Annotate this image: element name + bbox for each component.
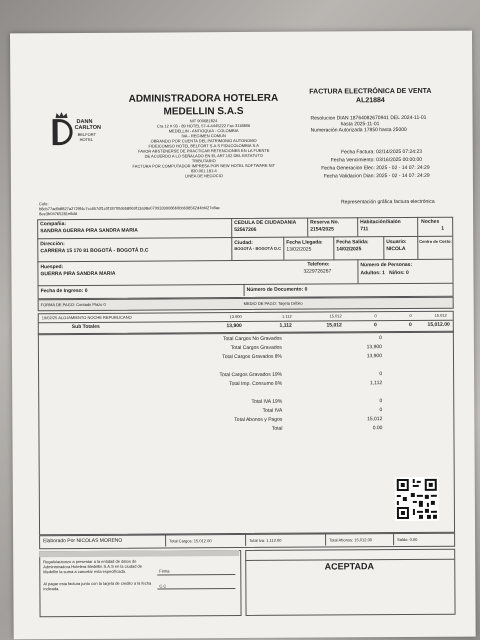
totals-row-value: 13,900: [366, 344, 382, 351]
totals-row-value: 15,012: [367, 416, 383, 423]
totals-row-value: 0: [379, 407, 383, 414]
cufe-value: b8cb77ad9df827a2729f4c7cc657df1c0f18700d658069f13a98e07093399086b0bb698562d4bf427c8ac: [39, 205, 220, 212]
arrive-label: Fecha Llegada:: [286, 239, 323, 246]
totals-row-value: 0: [379, 335, 382, 342]
hotel-logo: [48, 111, 101, 155]
totals-row-label: Total Cargos No Gravados: [222, 335, 282, 343]
leave-value: 14/02/2025: [336, 246, 362, 253]
subtotal-col-2: 0: [408, 321, 412, 328]
entry-date: Fecha de Ingreso: 0: [40, 287, 88, 295]
guest-value: GUERRA PIRA SANDRA MARIA: [40, 270, 116, 278]
subtotal-tax: 1,112: [279, 322, 292, 329]
note-text: [43, 581, 153, 592]
cc-label: C.C: [159, 583, 167, 589]
company-legal-2: FIDEICOMISO HOTEL BELFORT S.A.S FIDUCOLOMBIA S.A: [148, 142, 259, 149]
logo-text-3: BELFORT: [77, 131, 97, 137]
logo-letter-icon: [53, 119, 73, 145]
company-legal-4: DE ACUERDO A LO SEÑALADO EN EL ART.102 DEL ESTATUTO: [144, 152, 263, 159]
company-software-nit: 830.061.181-4: [190, 168, 217, 174]
company-legal-3: FAVOR ABSTENERSE DE PRACTICAR RETENCIONES EN LA FUENTE: [137, 147, 270, 154]
nights-value: 1: [441, 225, 445, 232]
crown-icon: [54, 111, 68, 119]
persons-label: Número de Personas:: [360, 261, 413, 269]
arrive-value: 13/02/2025: [286, 246, 312, 253]
authorization-text: [43, 559, 153, 575]
footer-balance: Saldo: 0.00: [397, 536, 418, 543]
gen-date-label: Fecha Generacion Elec:: [321, 165, 375, 172]
invoice-resolution: [311, 115, 461, 134]
footer-total-charges: Total Cargos: 15,012.00: [169, 538, 212, 544]
totals-row-value: 0.00: [372, 425, 383, 432]
company-line: LINEA DE NEGOCIO: [184, 173, 223, 179]
company-label: Compañia:: [40, 221, 67, 228]
invoice-date-label: Fecha Factura:: [341, 149, 375, 156]
payment-form: FORMA DE PAGO: Contado Plazo 0: [40, 301, 106, 308]
company-city: MEDELLIN - ANTIOQUIA - COLOMBIA: [168, 128, 239, 134]
city-value: BOGOTÁ - BOGOTÁ D.C: [234, 245, 282, 252]
gen-date-value: 2025 - 02 - 14 07: 24:29: [376, 164, 430, 172]
totals-row-label: Total IVA: [262, 407, 283, 414]
totals-list: [182, 335, 383, 432]
item-total: 15.012: [434, 312, 447, 318]
totals-row-value: 1,112: [369, 380, 383, 387]
cufe-value-2: 8ee3b04765281e8dd: [39, 211, 77, 217]
totals-row-label: Total Cargos Gravados 19%: [219, 371, 283, 379]
totals-row-value: 0: [379, 398, 383, 405]
company-legal-1: OBRANDO POR CUENTA DEL PATRIMONIO AUTONOMO: [150, 137, 257, 144]
invoice-date-value: 02/14/2025 07:24:23: [376, 148, 423, 156]
totals-row-label: Total IVA 19%: [251, 398, 283, 405]
kids-value: 0: [406, 269, 409, 276]
logo-text-2: CARLTON: [74, 124, 101, 132]
made-by: Elaborado Por NICOLAS MORENO: [43, 537, 123, 545]
subtotal-label: Sub Totales: [71, 323, 100, 331]
address-value: CARRERA 15 170 81 BOGOTÁ - BOGOTÁ D.C: [40, 247, 149, 255]
company-legal-5: TRIBUTARIO: [191, 158, 216, 164]
company-value: SANDRA GUERRA PIRA SANDRA MARIA: [40, 227, 138, 235]
subtotal-col-1: 0: [373, 322, 377, 329]
authorization-header: [39, 550, 239, 557]
reserve-value: 2154/2025: [310, 226, 334, 233]
resolution-text: Resolucion DIAN 18764082670941 DEL 2024-11-01: [310, 114, 427, 122]
document-number: Número de Documento: 0: [246, 286, 308, 293]
val-date-value: 2025 - 02 - 14 07: 24:29: [376, 172, 430, 180]
company-name-1: ADMINISTRADORA HOTELERA: [128, 92, 279, 105]
payment-means: MEDIO DE PAGO: Tarjeta Débito: [243, 300, 303, 306]
company-regime: IVA - REGIMEN COMUN: [181, 133, 226, 139]
address-label: Dirección:: [40, 241, 65, 248]
logo-text-4: HOTEL: [79, 136, 94, 142]
item-description: 19/02/25 ALOJAMIENTO NOCHE REPUBLICANO: [41, 314, 132, 321]
item-base: 13.900: [229, 314, 242, 320]
company-name-2: MEDELLIN S.A.S: [163, 105, 244, 118]
totals-row-label: Total Cargos Gravados 8%: [222, 353, 283, 361]
totals-row-label: Total Imp. Consumo 8%: [229, 380, 283, 388]
invoice-dates: [311, 149, 461, 180]
user-value: NICOLA: [386, 245, 406, 253]
adults-value: 1: [382, 270, 385, 277]
phone-label: Telefono:: [307, 261, 330, 268]
room-label: Habitación/Salón: [360, 219, 401, 226]
totals-row-value: 13,900: [366, 353, 383, 360]
totals-row-label: Total Abonos y Pagos: [234, 416, 283, 424]
subtotal-base: 13,900: [226, 323, 242, 330]
authorization-line-1: Regalo/autorizo a presentar a la entidad de datos de: [43, 558, 137, 565]
representation-text: Representación gráfica factura electrónica: [341, 198, 435, 206]
footer-total-paid: Total Abonos: 15,012.00: [329, 537, 373, 543]
due-date-value: 03/16/2025 00:00:00: [376, 156, 423, 164]
qr-code-icon: [395, 477, 439, 521]
footer-total-tax: Total Iva: 1,112.00: [249, 537, 282, 543]
authorization-line-2: Administradora Hotelera Medellin S.A.S en la ciudad de: [43, 563, 143, 570]
resolution-validity: hasta 2025-11-01: [340, 121, 380, 128]
id-value: 52567206: [234, 226, 257, 234]
id-label: CEDULA DE CIUDADANIA: [234, 219, 297, 227]
subtotal-sub: 15,012: [326, 322, 342, 329]
totals-row-label: Total Cargos Gravados: [230, 344, 282, 352]
invoice-paper: [10, 31, 476, 640]
leave-label: Fecha Salida:: [336, 239, 369, 246]
room-value: 711: [360, 226, 369, 233]
reserve-label: Reserva No.: [310, 219, 340, 226]
signature-label: Firma: [159, 568, 170, 574]
cost-center-label: Centro de Costo:: [419, 238, 452, 244]
authorization-line-3: Medellin la suma a cancelar esta especificada.: [43, 568, 127, 575]
cufe-block: [39, 199, 339, 216]
kids-label: Niños:: [389, 270, 405, 277]
user-label: Usuario:: [386, 238, 407, 246]
logo-text-1: DANN: [76, 118, 93, 126]
note-line-1: Al pagar esta factura junto con la tarjeta de credito a la fecha: [43, 580, 152, 587]
val-date-label: Fecha Validacion Dian:: [323, 173, 375, 180]
company-header: [118, 92, 289, 179]
subtotal-total: 15,012.00: [427, 321, 450, 328]
phone-value: 3229726267: [303, 268, 332, 275]
company-address: Cra 12 # 93 - 89 HOTEL 57-4-4445222 Fax 3118806: [156, 122, 251, 129]
invoice-header: [295, 87, 445, 106]
invoice-number: AL21884: [355, 97, 385, 105]
item-col-1: 0: [374, 313, 377, 319]
item-tax: 1.112: [282, 313, 292, 319]
adults-label: Adultos:: [360, 270, 381, 277]
note-line-2: indicada.: [43, 586, 60, 592]
city-label: Ciudad:: [234, 239, 253, 247]
totals-row-label: Total: [271, 425, 283, 432]
accepted-status: ACEPTADA: [324, 561, 374, 572]
company-software: FACTURA POR COMPUTADOR IMPRESA POR NEW HOTEL SOFTWARE NIT: [132, 162, 276, 169]
item-col-2: 0: [409, 312, 412, 318]
totals-row-value: 0: [379, 371, 383, 378]
resolution-range: Numeración Autorizada 17850 hasta 25000: [310, 126, 407, 134]
company-nit: NIT 900681824: [189, 118, 218, 124]
due-date-label: Fecha Vencimiento:: [330, 157, 375, 164]
item-subtotal: 15.012: [329, 313, 342, 319]
cufe-label: Cufe:: [39, 201, 49, 207]
guest-label: Huesped:: [40, 264, 64, 271]
invoice-title: FACTURA ELECTRÓNICA DE VENTA: [309, 87, 432, 96]
nights-label: Noches: [421, 218, 440, 225]
